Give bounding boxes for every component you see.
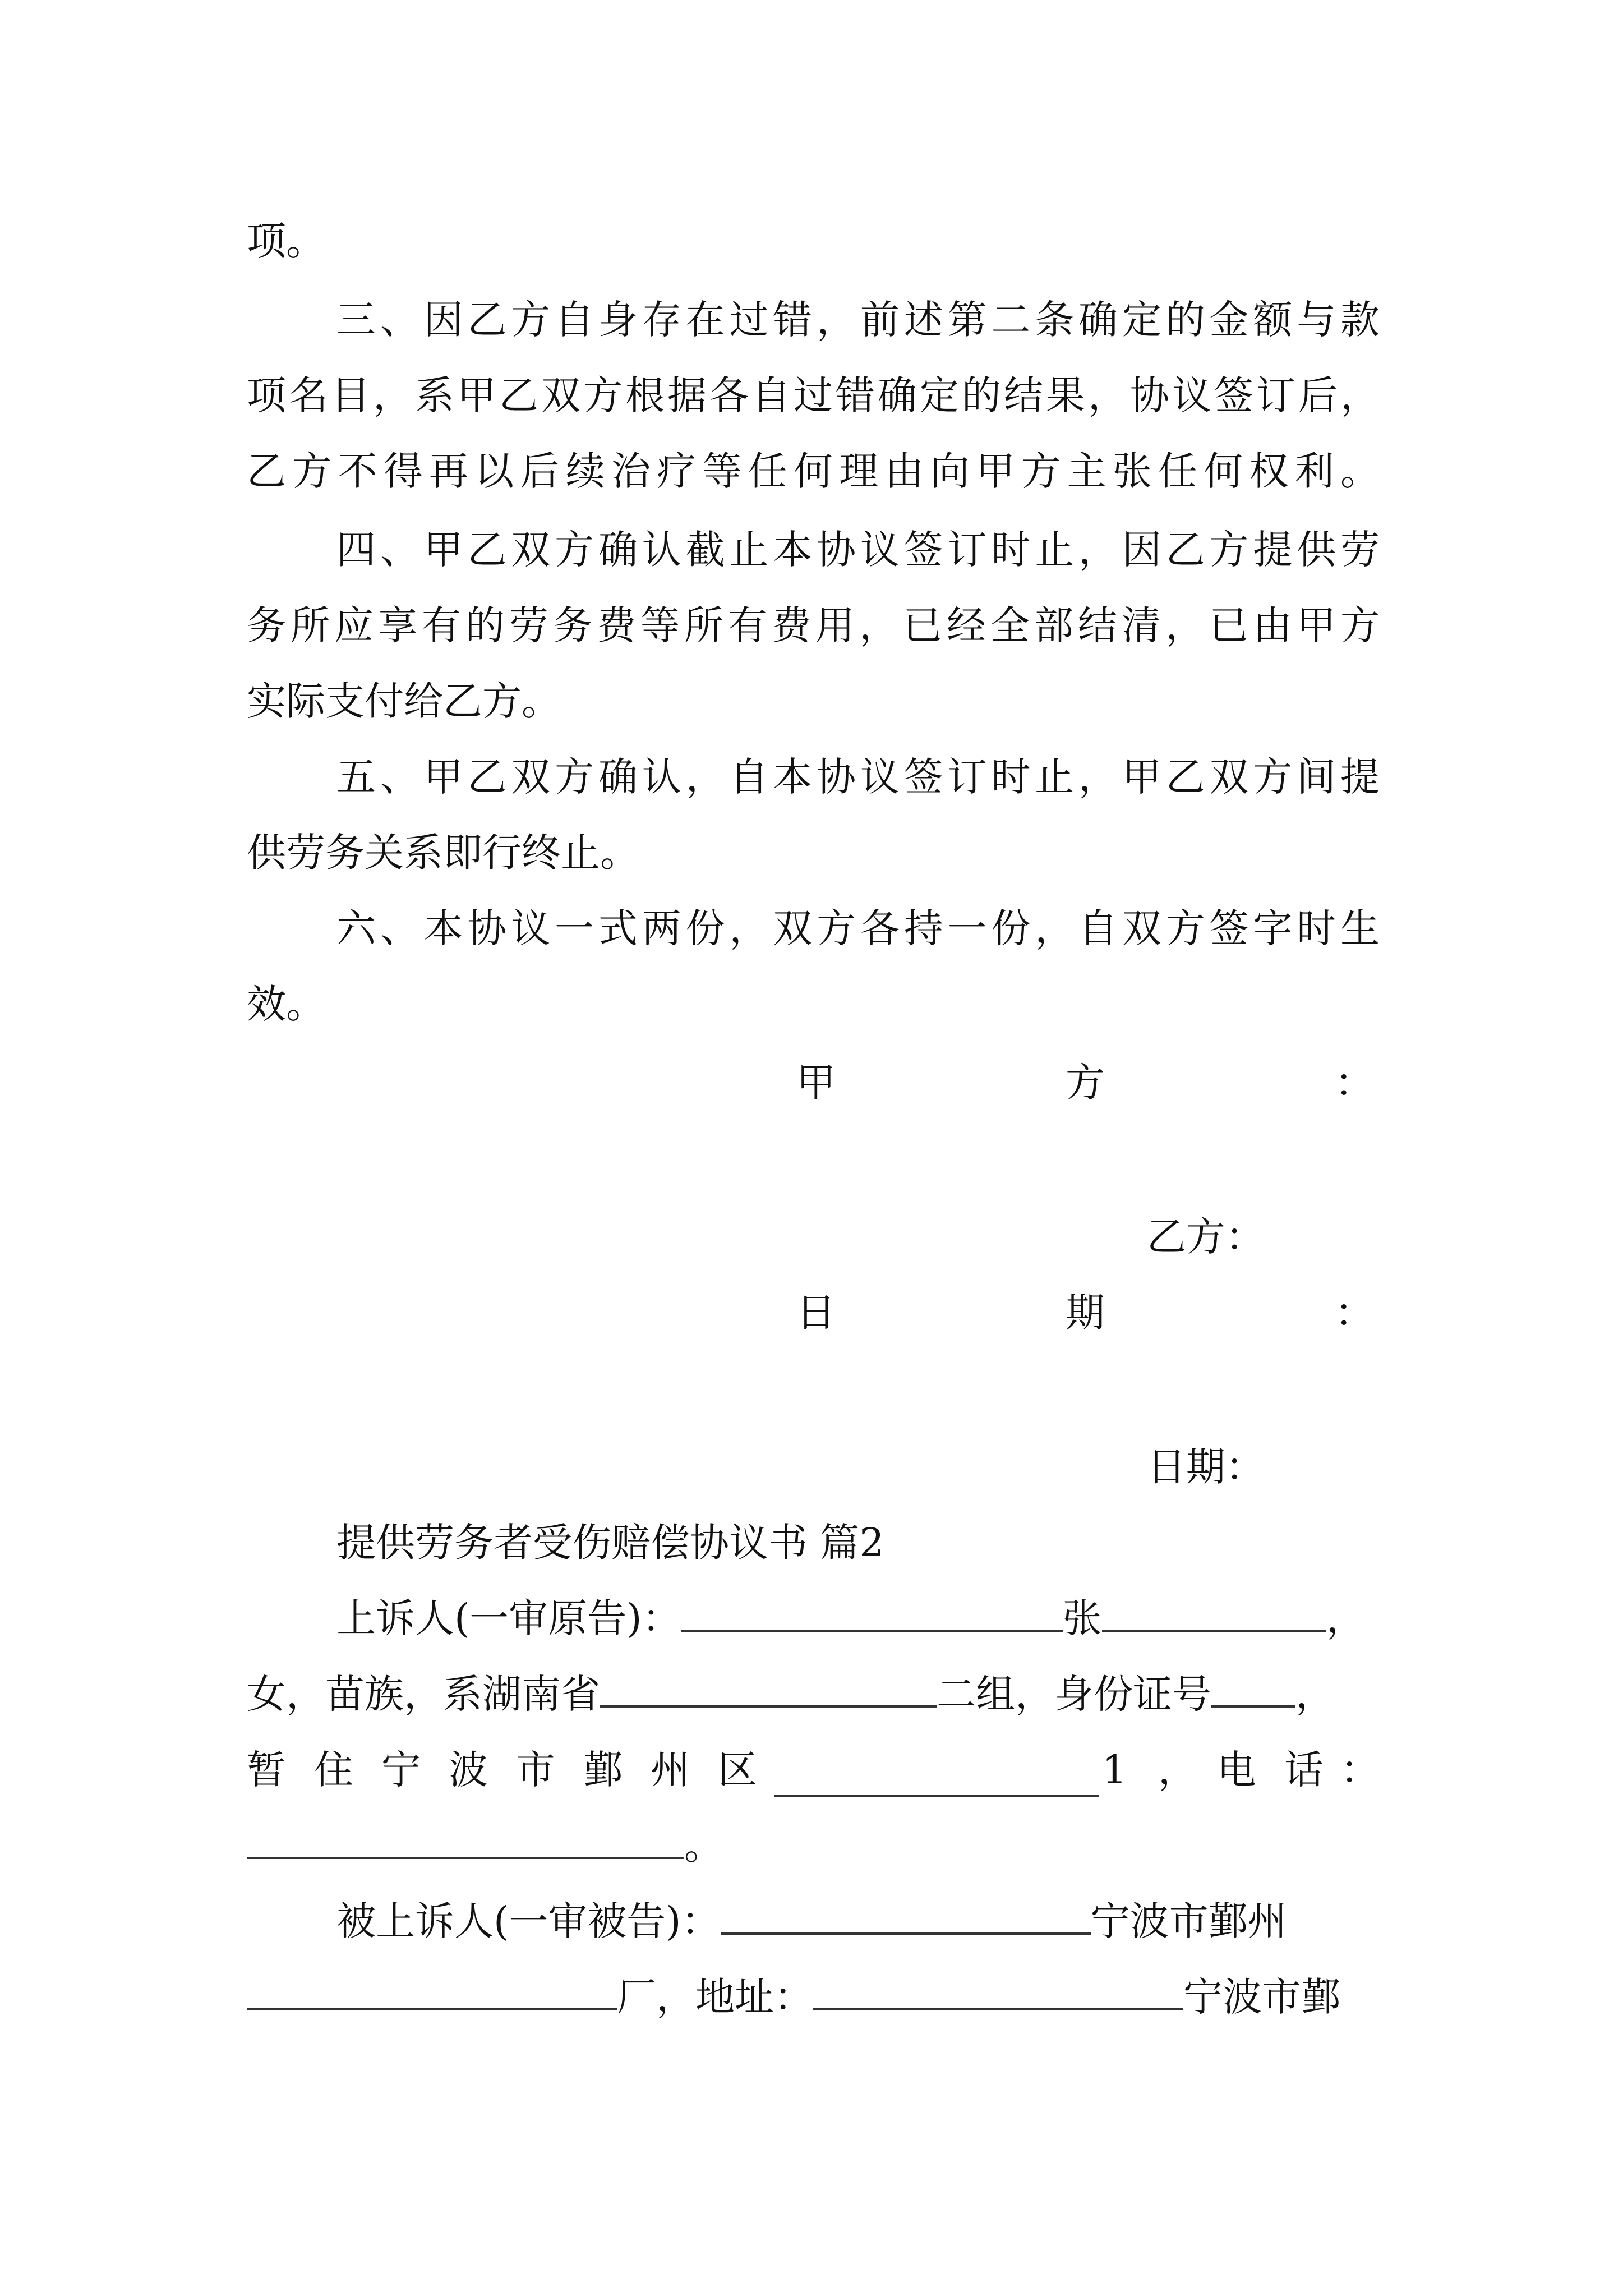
date-a-label: 期 bbox=[1066, 1290, 1105, 1336]
paragraph-line: 六、本协议一式两份，双方各持一份，自双方签字时生 bbox=[336, 905, 1380, 951]
group-end: ， bbox=[1295, 1671, 1335, 1717]
date-a-colon: ： bbox=[1335, 1290, 1374, 1336]
appellant-end: ， bbox=[1326, 1595, 1366, 1641]
appellee-prefix: 被上诉人(一审被告)： bbox=[336, 1898, 721, 1944]
paragraph-line: 供劳务关系即行终止。 bbox=[247, 830, 639, 876]
blank-field bbox=[247, 1812, 684, 1859]
residence-comma: ， bbox=[1158, 1747, 1197, 1793]
paragraph-line: 三、因乙方自身存在过错，前述第二条确定的金额与款 bbox=[336, 297, 1380, 343]
residence-char: 鄞 bbox=[583, 1747, 623, 1793]
paragraph-line: 效。 bbox=[247, 981, 325, 1027]
paragraph-line: 项。 bbox=[247, 218, 325, 264]
residence-char: 区 bbox=[718, 1747, 757, 1793]
blank-field bbox=[1102, 1585, 1326, 1632]
group-text: 二组，身份证号 bbox=[937, 1671, 1211, 1717]
blank-field bbox=[813, 1963, 1183, 2010]
residence-char: 住 bbox=[314, 1747, 353, 1793]
blank-field bbox=[721, 1888, 1091, 1935]
phone-line bbox=[247, 1812, 1380, 1879]
residence-char: 市 bbox=[516, 1747, 555, 1793]
residence-char: 波 bbox=[449, 1747, 488, 1793]
gender-text: 女，苗族，系湖南省 bbox=[247, 1671, 600, 1717]
residence-char: 暂 bbox=[247, 1747, 286, 1793]
appellant-line bbox=[336, 1585, 1380, 1652]
paragraph-line: 乙方不得再以后续治疗等任何理由向甲方主张任何权利。 bbox=[247, 448, 1380, 494]
party-b-label: 乙方： bbox=[1147, 1214, 1265, 1260]
party-a-label: 方 bbox=[1066, 1060, 1105, 1106]
paragraph-line: 务所应享有的劳务费等所有费用，已经全部结清，已由甲方 bbox=[247, 602, 1380, 648]
paragraph-line: 项名目，系甲乙双方根据各自过错确定的结果，协议签订后， bbox=[247, 372, 1380, 418]
address-city: 宁波市鄞 bbox=[1183, 1974, 1340, 2020]
phone-char: 电 bbox=[1217, 1747, 1256, 1793]
address-line bbox=[247, 1963, 1380, 2031]
date-a-label: 日 bbox=[796, 1290, 836, 1336]
residence-number: 1 bbox=[1102, 1747, 1127, 1793]
blank-field bbox=[1211, 1660, 1295, 1708]
section-title: 提供劳务者受伤赔偿协议书 篇2 bbox=[336, 1520, 884, 1566]
blank-field bbox=[600, 1660, 937, 1708]
paragraph-line: 四、甲乙双方确认截止本协议签订时止，因乙方提供劳 bbox=[336, 527, 1380, 573]
party-a-label: 甲 bbox=[796, 1060, 836, 1106]
appellant-name: 张 bbox=[1062, 1595, 1102, 1641]
paragraph-line: 实际支付给乙方。 bbox=[247, 678, 561, 724]
residence-char: 宁 bbox=[381, 1747, 421, 1793]
gender-line bbox=[247, 1660, 1380, 1728]
phone-char: 话 bbox=[1284, 1747, 1324, 1793]
appellant-prefix: 上诉人(一审原告)： bbox=[336, 1595, 681, 1641]
blank-field bbox=[247, 1963, 617, 2010]
party-a-colon: ： bbox=[1335, 1060, 1374, 1106]
paragraph-line: 五、甲乙双方确认，自本协议签订时止，甲乙双方间提 bbox=[336, 754, 1380, 800]
phone-colon: ： bbox=[1340, 1747, 1380, 1793]
factory-text: 厂，地址： bbox=[617, 1974, 813, 2020]
residence-char: 州 bbox=[651, 1747, 690, 1793]
blank-field bbox=[774, 1750, 1099, 1797]
blank-field bbox=[681, 1585, 1063, 1632]
appellee-city: 宁波市鄞州 bbox=[1090, 1898, 1287, 1944]
phone-end: 。 bbox=[684, 1823, 723, 1869]
appellee-line bbox=[336, 1888, 1380, 1955]
date-b-label: 日期： bbox=[1147, 1444, 1265, 1490]
